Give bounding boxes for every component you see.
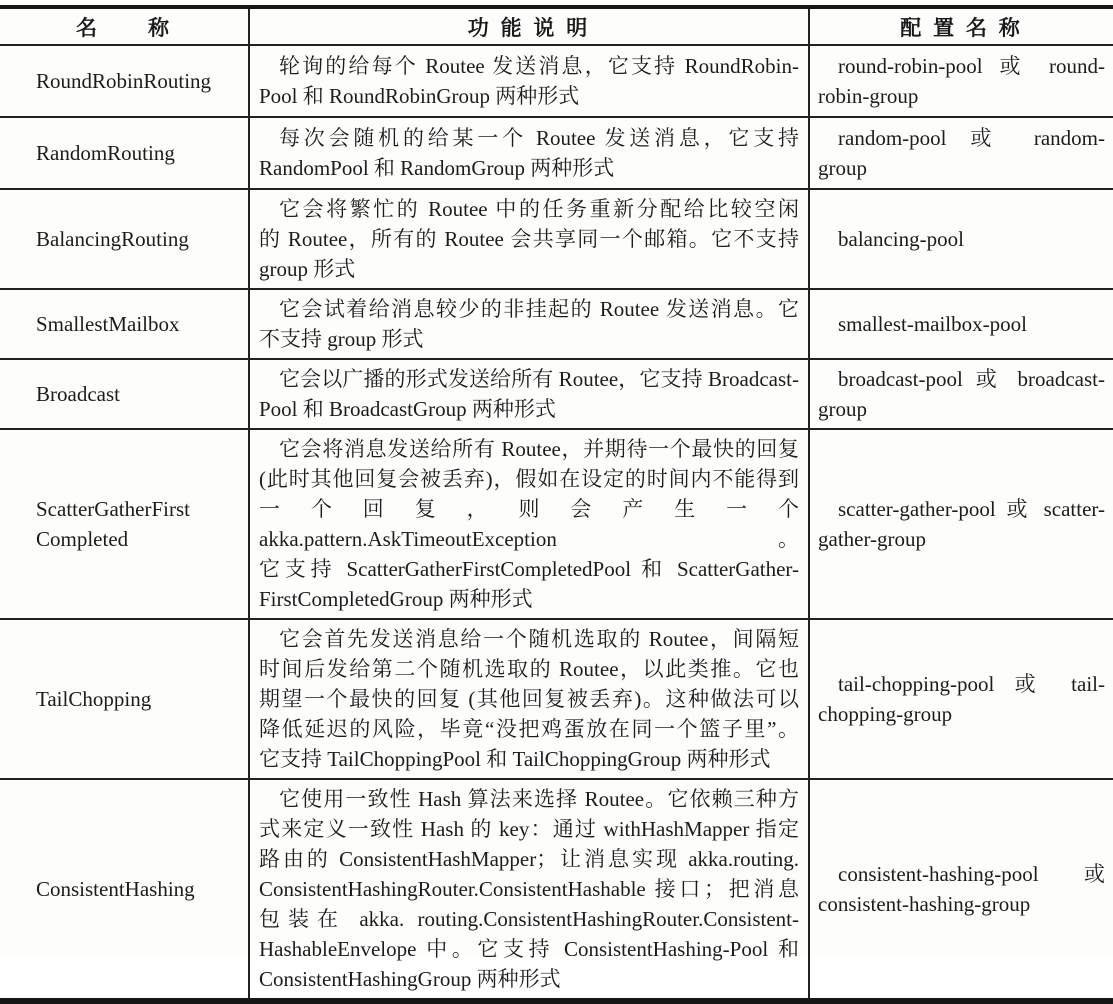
config-name-cell — [809, 189, 1113, 289]
text-line: HashableEnvelope 中。它支持 ConsistentHashing-Pool 和 — [259, 937, 799, 961]
table-row — [0, 189, 1113, 289]
text-line: 它使用一致性 Hash 算法来选择 Routee。它依赖三种方 — [279, 787, 799, 811]
config-name-cell — [809, 117, 1113, 189]
description-cell — [249, 289, 809, 359]
text-line: TailChopping — [36, 687, 152, 711]
description-cell — [249, 429, 809, 619]
text-line: 它会将消息发送给所有 Routee，并期待一个最快的回复 — [279, 437, 799, 461]
text-line: smallest-mailbox-pool — [838, 312, 1027, 336]
table-row — [0, 619, 1113, 779]
router-name-cell — [0, 429, 249, 619]
header-name-column: 名 称 — [0, 7, 249, 45]
router-name-cell — [0, 779, 249, 1001]
text-line: robin-group — [818, 84, 919, 108]
text-line: group 形式 — [259, 257, 356, 281]
table-header — [0, 7, 1113, 45]
header-config-column: 配 置 名 称 — [809, 7, 1113, 45]
text-line: FirstCompletedGroup 两种形式 — [259, 587, 533, 611]
text-line: 期望一个最快的回复 (其他回复被丢弃)。这种做法可以 — [259, 687, 799, 711]
router-name-cell — [0, 289, 249, 359]
text-line: 轮询的给每个 Routee 发送消息，它支持 RoundRobin- — [279, 54, 799, 78]
router-name-cell — [0, 619, 249, 779]
config-name-cell — [809, 289, 1113, 359]
text-line: 它支持 ScatterGatherFirstCompletedPool 和 ScatterGather- — [259, 557, 799, 581]
text-line: group — [818, 397, 867, 421]
text-line: (此时其他回复会被丢弃)，假如在设定的时间内不能得到 — [259, 467, 799, 491]
text-line: RandomRouting — [36, 141, 175, 165]
text-line: 包装在 akka. routing.ConsistentHashingRouter.Consistent- — [259, 907, 799, 931]
table-row — [0, 429, 1113, 619]
config-name-cell — [809, 619, 1113, 779]
text-line: 路由的 ConsistentHashMapper；让消息实现 akka.routing. — [259, 847, 799, 871]
text-line: BalancingRouting — [36, 227, 189, 251]
text-line: Completed — [36, 527, 129, 551]
text-line: ConsistentHashingRouter.ConsistentHashable 接口；把消息 — [259, 877, 799, 901]
text-line: chopping-group — [818, 702, 953, 726]
text-line: gather-group — [818, 527, 927, 551]
description-cell — [249, 117, 809, 189]
text-line: Pool 和 BroadcastGroup 两种形式 — [259, 397, 556, 421]
text-line: consistent-hashing-pool 或 — [838, 862, 1105, 886]
description-cell — [249, 619, 809, 779]
text-line: 它会以广播的形式发送给所有 Routee，它支持 Broadcast- — [279, 367, 799, 391]
routing-strategies-table — [0, 5, 1113, 1004]
text-line: 降低延迟的风险，毕竟“没把鸡蛋放在同一个篮子里”。 — [259, 717, 799, 741]
table-row — [0, 359, 1113, 429]
text-line: scatter-gather-pool 或 scatter- — [838, 497, 1105, 521]
text-line: 不支持 group 形式 — [259, 327, 424, 351]
router-name-cell — [0, 189, 249, 289]
text-line: RoundRobinRouting — [36, 69, 212, 93]
router-name-cell — [0, 359, 249, 429]
text-line: tail-chopping-pool 或 tail- — [838, 672, 1105, 696]
text-line: random-pool 或 random- — [838, 126, 1105, 150]
router-name-cell — [0, 45, 249, 117]
text-line: ScatterGatherFirst — [36, 497, 190, 521]
text-line: ConsistentHashing — [36, 877, 195, 901]
description-cell — [249, 45, 809, 117]
table-row — [0, 117, 1113, 189]
text-line: 它会首先发送消息给一个随机选取的 Routee，间隔短 — [279, 627, 799, 651]
text-line: 它会试着给消息较少的非挂起的 Routee 发送消息。它 — [279, 297, 799, 321]
description-cell — [249, 779, 809, 1001]
text-line: ConsistentHashingGroup 两种形式 — [259, 967, 561, 991]
router-name-cell — [0, 117, 249, 189]
text-line: 它会将繁忙的 Routee 中的任务重新分配给比较空闲 — [279, 197, 799, 221]
text-line: Broadcast — [36, 382, 120, 406]
config-name-cell — [809, 359, 1113, 429]
text-line: 式来定义一致性 Hash 的 key：通过 withHashMapper 指定 — [259, 817, 799, 841]
config-name-cell — [809, 45, 1113, 117]
text-line: Pool 和 RoundRobinGroup 两种形式 — [259, 84, 580, 108]
table-body — [0, 45, 1113, 1001]
config-name-cell — [809, 779, 1113, 1001]
description-cell — [249, 189, 809, 289]
text-line: broadcast-pool 或 broadcast- — [838, 367, 1105, 391]
text-line: 的 Routee，所有的 Routee 会共享同一个邮箱。它不支持 — [259, 227, 799, 251]
description-cell — [249, 359, 809, 429]
text-line: RandomPool 和 RandomGroup 两种形式 — [259, 156, 615, 180]
text-line: 一个回复，则会产生一个 akka.pattern.AskTimeoutException。 — [259, 497, 799, 551]
table-row — [0, 779, 1113, 1001]
header-row — [0, 7, 1113, 45]
text-line: 它支持 TailChoppingPool 和 TailChoppingGroup 两种形式 — [259, 747, 771, 771]
text-line: consistent-hashing-group — [818, 892, 1031, 916]
text-line: group — [818, 156, 867, 180]
config-name-cell — [809, 429, 1113, 619]
table-row — [0, 45, 1113, 117]
text-line: 每次会随机的给某一个 Routee 发送消息，它支持 — [279, 126, 799, 150]
text-line: SmallestMailbox — [36, 312, 180, 336]
text-line: balancing-pool — [838, 227, 964, 251]
header-description-column: 功 能 说 明 — [249, 7, 809, 45]
text-line: round-robin-pool 或 round- — [838, 54, 1105, 78]
table-row — [0, 289, 1113, 359]
text-line: 时间后发给第二个随机选取的 Routee，以此类推。它也 — [259, 657, 799, 681]
